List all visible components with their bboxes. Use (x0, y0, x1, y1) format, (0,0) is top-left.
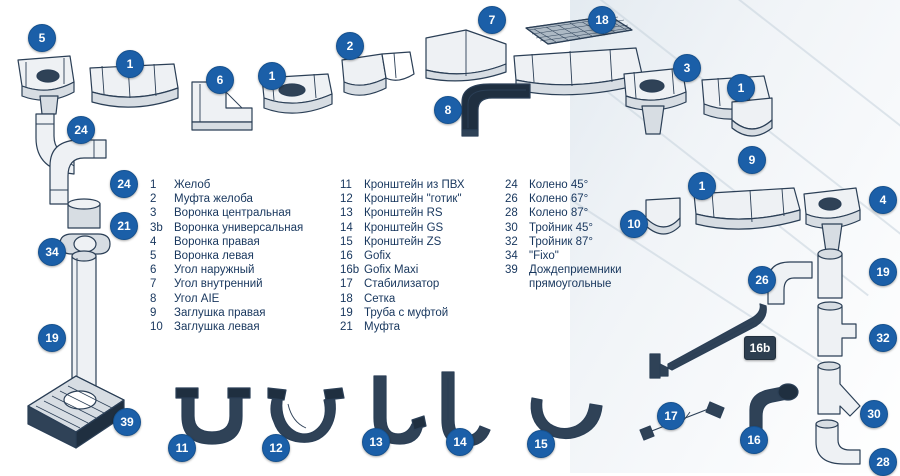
legend-num: 11 (340, 179, 352, 191)
legend-row (150, 178, 340, 192)
legend-num: 18 (340, 292, 353, 305)
legend-row (340, 192, 505, 206)
legend-num: 8 (150, 292, 157, 305)
part-coupler-21 (64, 200, 104, 234)
legend-num: 15 (340, 235, 353, 248)
part-rain-inlet-39 (22, 370, 130, 456)
legend-row (505, 221, 680, 235)
legend-row (505, 206, 680, 220)
legend-label: Gofix (364, 250, 391, 263)
legend-label: Кронштейн ZS (364, 235, 442, 248)
callout-2[interactable]: 2 (336, 32, 364, 60)
legend-label: Угол наружный (174, 264, 255, 277)
legend-label: Сетка (364, 292, 396, 305)
legend-num: 5 (150, 250, 157, 263)
legend-row (150, 235, 340, 249)
callout-13[interactable]: 13 (362, 428, 390, 456)
callout-34[interactable]: 34 (38, 238, 66, 266)
part-tee-87-32 (808, 300, 860, 362)
callout-16b[interactable]: 16b (744, 336, 776, 360)
legend-row (340, 221, 505, 235)
part-elbow-87-28 (806, 420, 866, 468)
legend-num: 9 (150, 306, 157, 319)
legend-num: 26 (505, 193, 518, 206)
legend-num: 28 (505, 207, 518, 220)
legend-label: Воронка правая (174, 235, 260, 248)
legend-num: 24 (505, 179, 518, 191)
legend-label: Кронштейн "готик" (364, 193, 462, 206)
legend-column-3 (505, 178, 680, 292)
legend-num: 3 (150, 207, 157, 220)
legend-num: 12 (340, 193, 353, 206)
legend-label: Воронка универсальная (174, 221, 304, 234)
legend-row (150, 277, 340, 291)
callout-5[interactable]: 5 (28, 24, 56, 52)
callout-7[interactable]: 7 (478, 6, 506, 34)
legend-row (505, 235, 680, 249)
legend-row (150, 249, 340, 263)
callout-1-a[interactable]: 1 (116, 50, 144, 78)
legend-row (340, 292, 505, 306)
part-inner-corner-7 (420, 26, 512, 86)
legend-row (150, 221, 340, 235)
legend-num: 13 (340, 207, 353, 220)
legend-num: 39 (505, 264, 518, 277)
legend-row (505, 192, 680, 206)
legend-label: Колено 45° (529, 179, 589, 191)
callout-1-d[interactable]: 1 (688, 172, 716, 200)
legend-label: Кронштейн RS (364, 207, 443, 220)
legend-row (505, 263, 680, 277)
legend-label: Труба с муфтой (364, 306, 449, 319)
legend-label: Колено 67° (529, 193, 589, 206)
callout-28[interactable]: 28 (869, 448, 897, 476)
legend-num: 1 (150, 179, 157, 191)
legend-num: 16 (340, 250, 353, 263)
legend-label: Муфта (364, 321, 401, 334)
legend-label: Желоб (174, 179, 211, 191)
legend-row (340, 277, 505, 291)
callout-14[interactable]: 14 (446, 428, 474, 456)
legend-num: 4 (150, 235, 157, 248)
legend-label: Воронка центральная (174, 207, 292, 220)
legend-num: 3b (150, 221, 163, 234)
callout-11[interactable]: 11 (168, 434, 196, 462)
callout-19-b[interactable]: 19 (869, 258, 897, 286)
legend-row (150, 263, 340, 277)
legend-label: Дождеприемники (529, 264, 622, 277)
legend-label: Воронка левая (174, 250, 254, 263)
callout-32[interactable]: 32 (869, 324, 897, 352)
callout-8[interactable]: 8 (434, 96, 462, 124)
legend-num: 6 (150, 264, 157, 277)
part-tee-45-30 (806, 362, 866, 420)
legend-label: Угол AIE (174, 292, 220, 305)
legend-label: Кронштейн из ПВХ (364, 179, 465, 191)
legend-row (340, 320, 505, 334)
callout-3[interactable]: 3 (673, 54, 701, 82)
legend-row (505, 249, 680, 263)
callout-30[interactable]: 30 (860, 400, 888, 428)
legend-column-1 (150, 178, 340, 334)
legend-num: 2 (150, 193, 157, 206)
legend-num: 19 (340, 306, 353, 319)
legend-column-2 (340, 178, 505, 334)
legend-num: 14 (340, 221, 353, 234)
legend-num: 21 (340, 321, 353, 334)
legend-label: Заглушка левая (174, 321, 260, 334)
legend-row (505, 178, 680, 192)
legend-row (340, 206, 505, 220)
callout-17[interactable]: 17 (657, 402, 685, 430)
legend-label: Угол внутренний (174, 278, 263, 291)
legend-label: Тройник 87° (529, 235, 593, 248)
legend-row (340, 178, 505, 192)
legend-num: 17 (340, 278, 353, 291)
callout-1-b[interactable]: 1 (727, 74, 755, 102)
callout-4[interactable]: 4 (869, 186, 897, 214)
legend-label: Стабилизатор (364, 278, 440, 291)
legend-label: Тройник 45° (529, 221, 593, 234)
part-coupler-2 (338, 52, 416, 106)
legend-row (340, 306, 505, 320)
callout-16[interactable]: 16 (740, 426, 768, 454)
callout-39[interactable]: 39 (113, 408, 141, 436)
legend-row (340, 249, 505, 263)
legend-row (150, 192, 340, 206)
callout-19-a[interactable]: 19 (38, 324, 66, 352)
legend-row (150, 292, 340, 306)
legend-row (150, 320, 340, 334)
legend-label: Заглушка правая (174, 306, 266, 319)
callout-24-b[interactable]: 24 (110, 170, 138, 198)
legend-num: 10 (150, 321, 163, 334)
legend-num: 30 (505, 221, 518, 234)
callout-15[interactable]: 15 (527, 430, 555, 458)
part-corner-aie-8 (452, 78, 540, 138)
legend-label: Муфта желоба (174, 193, 253, 206)
callout-6[interactable]: 6 (206, 66, 234, 94)
legend-row (340, 263, 505, 277)
legend-row (150, 306, 340, 320)
callout-10[interactable]: 10 (620, 210, 648, 238)
callout-1-c[interactable]: 1 (258, 62, 286, 90)
callout-24-a[interactable]: 24 (67, 116, 95, 144)
legend-continuation: прямоугольные (529, 278, 612, 291)
legend-label: Колено 87° (529, 207, 589, 220)
legend-label: Gofix Maxi (364, 264, 419, 277)
callout-18[interactable]: 18 (588, 6, 616, 34)
part-endcap-right-9 (726, 96, 778, 148)
legend-row (340, 235, 505, 249)
legend-num: 16b (340, 264, 360, 277)
legend-label: Кронштейн GS (364, 221, 444, 234)
legend-row (150, 206, 340, 220)
legend (150, 178, 670, 348)
callout-26[interactable]: 26 (748, 266, 776, 294)
legend-num: 34 (505, 250, 518, 263)
legend-num: 32 (505, 235, 518, 248)
callout-21[interactable]: 21 (110, 212, 138, 240)
legend-num: 7 (150, 278, 157, 291)
callout-12[interactable]: 12 (262, 434, 290, 462)
callout-9[interactable]: 9 (738, 146, 766, 174)
legend-label: "Fixo" (529, 250, 559, 263)
